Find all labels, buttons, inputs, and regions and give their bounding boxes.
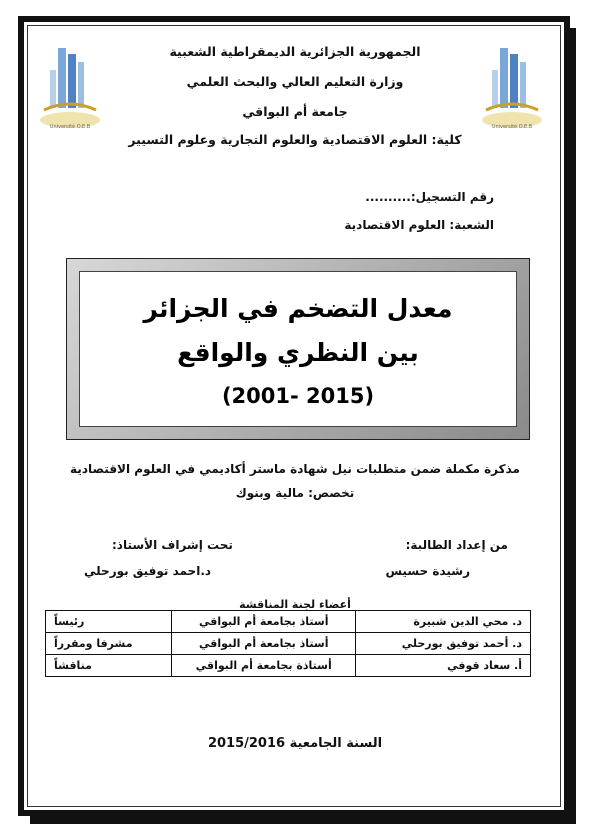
member-rank: أستاذة بجامعة أم البواقي	[172, 655, 356, 677]
member-rank: أستاذ بجامعة أم البواقي	[172, 611, 356, 633]
svg-text:Université O.E.B: Université O.E.B	[491, 124, 533, 130]
table-row	[46, 633, 531, 655]
registration-number: رقم التسجيل:..........	[365, 190, 494, 204]
faculty-heading: كلية: العلوم الاقتصادية والعلوم التجارية وعلوم التسيير	[128, 132, 462, 147]
table-row	[46, 611, 531, 633]
committee-table	[45, 610, 531, 677]
title-panel	[79, 271, 517, 427]
memo-description: مذكرة مكملة ضمن متطلبات نيل شهادة ماستر أكاديمي في العلوم الاقتصادية	[70, 462, 520, 476]
thesis-title-line1: معدل التضخم في الجزائر	[143, 294, 453, 323]
frame-shadow	[30, 816, 576, 824]
title-box	[66, 258, 530, 440]
student-label: من إعداد الطالبة:	[405, 538, 508, 552]
table-row	[46, 655, 531, 677]
committee-title: أعضاء لجنة المناقشة	[239, 598, 351, 611]
member-name: أ. سعاد قوفي	[356, 655, 531, 677]
academic-year: السنة الجامعية 2015/2016	[207, 736, 383, 751]
ministry-heading: وزارة التعليم العالي والبحث العلمي	[186, 74, 404, 89]
frame-shadow	[570, 28, 576, 824]
thesis-period: (2001- 2015)	[221, 384, 375, 408]
university-heading: جامعة أم البواقي	[242, 104, 348, 119]
student-name: رشيدة حسيس	[385, 564, 470, 578]
member-rank: أستاذ بجامعة أم البواقي	[172, 633, 356, 655]
member-role: مشرفا ومقرراً	[46, 633, 172, 655]
svg-text:Université O.E.B: Université O.E.B	[49, 124, 91, 130]
republic-heading: الجمهورية الجزائرية الديمقراطية الشعبية	[169, 44, 421, 59]
member-role: رئيساً	[46, 611, 172, 633]
member-role: مناقشاً	[46, 655, 172, 677]
specialty-label: تخصص: مالية وبنوك	[235, 486, 355, 500]
branch-label: الشعبة: العلوم الاقتصادية	[344, 218, 494, 232]
supervisor-label: تحت إشراف الأستاذ:	[112, 538, 233, 552]
member-name: د. محي الدين شبيرة	[356, 611, 531, 633]
member-name: د. أحمد توفيق بورحلي	[356, 633, 531, 655]
thesis-title-line2: بين النظري والواقع	[177, 338, 419, 367]
supervisor-name: د.احمد توفيق بورحلي	[84, 564, 212, 578]
